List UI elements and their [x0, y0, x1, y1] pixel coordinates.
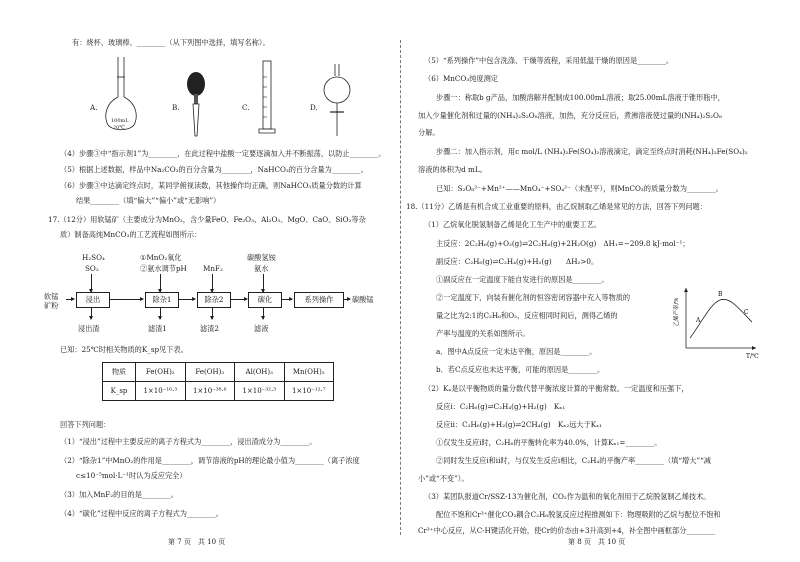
step2-line-2: 溶液的体积为d mL。 [418, 165, 487, 174]
q17-intro-1: 17.（12分）用软锰矿（主要成分为MnO₂，含少量FeO、Fe₂O₃、Al₂O₃、MgO、CaO、SiO₂等杂 [48, 215, 366, 224]
q18-part-2: （2）Kₓ是以平衡物质的量分数代替平衡浓度计算的平衡常数。一定温度和压强下， [424, 384, 689, 393]
step1-line-2: 加入少量催化剂和过量的(NH₄)₂S₂O₈溶液，加热，充分反应后，煮沸溶液使过量的(NH₄)₂S₂O₈ [418, 111, 722, 120]
ksp-head-ksp: K_sp [103, 382, 136, 401]
q18-2-sub2-cont: 小”或“不变”）。 [418, 474, 469, 483]
flow-box-series-operation: 系列操作 [294, 292, 344, 308]
arrow-into-purify2 [212, 274, 213, 292]
arrow-into-leach [91, 274, 92, 292]
q18-2-sub1: ①仅发生反应i时，C₂H₆的平衡转化率为40.0%，计算Kₓ₁=________。 [436, 438, 662, 447]
apparatus-d-letter: D. [310, 103, 318, 112]
waste-leach-residue: 浸出渣 [78, 324, 100, 333]
reagent-mno2-oxidation: ①MnO₂氧化 [140, 253, 182, 262]
arrow-feed [66, 299, 74, 300]
ksp-value-row [103, 382, 334, 401]
arrow-residue2 [212, 307, 213, 319]
flow-box-purify1: 除杂1 [145, 292, 179, 308]
reaction-i: 反应i：C₂H₆(g)⇌C₂H₄(g)+H₂(g) Kₓ₁ [436, 402, 566, 411]
waste-residue2: 滤渣2 [200, 324, 219, 333]
q17-part-1: （1）“浸出”过程中主要反应的离子方程式为________，浸出渣成分为________。 [60, 437, 317, 446]
q17-part-5: （5）“系列操作”中包含洗涤、干燥等流程，采用低温干燥的原因是________。 [424, 56, 674, 65]
graduated-cylinder-icon [258, 57, 276, 139]
chart-point-c: C [744, 309, 749, 316]
page-footer-right: 第 8 页 共 10 页 [568, 538, 626, 546]
q18-1-sub1: ①副反应在一定温度下能自发进行的原因是________。 [436, 275, 609, 284]
q17-part-3: （3）加入MnF₂的目的是________。 [60, 490, 178, 499]
ksp-value-cell: 1×10⁻³²·³ [235, 382, 285, 401]
q16-line-6: （6）步骤③中达滴定终点时，某同学俯视读数，其他操作均正确，则NaHCO₃质量分数的计算 [60, 181, 362, 190]
q18-3-line3: Cr³⁺中心反应，从C-H键活化开始，使Cr的价态由+3升高到+4，补全图中画框部分________ [418, 526, 716, 535]
arrow-purify1-to-purify2 [178, 299, 195, 300]
reagent-ammonia-ph: ②氨水调节pH [140, 264, 187, 273]
chart-xlabel: T/℃ [746, 353, 759, 360]
reagent-ammonium-bicarbonate: 碳酸氢铵 [247, 253, 276, 262]
apparatus-c-letter: C. [242, 103, 250, 112]
ksp-note: 已知：25℃时相关物质的K_sp见下表。 [60, 345, 188, 354]
waste-residue1: 滤渣1 [148, 324, 167, 333]
dropper-icon [186, 70, 206, 140]
separatory-funnel-icon [322, 62, 352, 140]
reagent-aqueous-ammonia: 氨水 [254, 264, 269, 273]
arrow-purify2-to-carbonize [230, 299, 247, 300]
q18-1-a: a．图中A点反应一定未达平衡，原因是________。 [436, 347, 597, 356]
main-reaction: 主反应：2C₂H₆(g)+O₂(g)⇌2C₂H₄(g)+2H₂O(g) ΔH₁=−209.8 kJ·mol⁻¹； [436, 239, 690, 248]
arrow-carbonize-to-series [281, 299, 292, 300]
reagent-h2so4: H₂SO₄ [82, 253, 105, 262]
ksp-value-cell: 1×10⁻³⁸·⁶ [185, 382, 235, 401]
q18-intro: 18.（11分）乙烯是有机合成工业重要的原料，由乙烷制取乙烯是常见的方法，回答下列问题： [406, 202, 707, 211]
apparatus-b-letter: B. [172, 103, 180, 112]
flow-box-leach: 浸出 [76, 292, 110, 308]
reaction-ii: 反应ii：C₂H₆(g)+H₂(g)⇌2CH₄(g) Kₓ₂远大于Kₓ₁ [436, 420, 603, 429]
page-footer-left: 第 7 页 共 10 页 [168, 538, 226, 546]
right-page [400, 0, 800, 562]
flow-box-carbonize: 碳化 [248, 292, 282, 308]
arrow-into-carbonize [263, 274, 264, 292]
ksp-value-cell: 1×10⁻¹⁶·³ [136, 382, 186, 401]
waste-filtrate: 滤液 [254, 324, 269, 333]
arrow-leach-to-purify1 [109, 299, 143, 300]
apparatus-a-letter: A. [90, 103, 98, 112]
q17-answer-prompt: 回答下列问题： [60, 420, 111, 429]
arrow-to-product [343, 299, 350, 300]
ethylene-yield-chart [672, 282, 762, 360]
flow-box-purify2: 除杂2 [197, 292, 231, 308]
chart-point-b: B [718, 291, 723, 298]
step1-line-3: 分解。 [418, 128, 440, 137]
flow-product: 碳酸锰 [352, 295, 374, 304]
chart-ylabel: 乙烯产率/% [674, 297, 680, 327]
ksp-value-cell: 1×10⁻¹²·⁷ [284, 382, 334, 401]
q18-part-3: （3）某团队报道Cr/SSZ-13为催化剂，CO₂作为温和的氧化剂用于乙烷脱氢制乙烯技术。 [424, 492, 711, 501]
side-reaction: 副反应：C₂H₆(g)⇌C₂H₄(g)+H₂(g) ΔH₂>0。 [436, 257, 599, 266]
ksp-table [102, 362, 334, 401]
q18-1-sub2-line2: 量之比为2:1的C₂H₆和O₂，反应相同时间后，测得乙烯的 [436, 311, 618, 320]
q18-3-line2: 配位不饱和Cr³⁺催化CO₂耦合C₂H₆脱氢反应过程推测如下：物理吸附的乙烷与配位不饱和 [436, 510, 721, 519]
step1-line-1: 步骤一：称取b g产品，加酸溶解并配制成100.00mL溶液；取25.00mL溶液于锥形瓶中， [436, 93, 725, 102]
ksp-head-col: Fe(OH)₂ [136, 363, 186, 382]
step2-line-1: 步骤二：加入指示剂，用c mol/L (NH₄)₂Fe(SO₄)₂溶液滴定，滴定至终点时消耗(NH₄)₂Fe(SO₄)₂ [436, 147, 748, 156]
q18-part-1: （1）乙烷氧化脱氢制备乙烯是化工生产中的重要工艺。 [424, 220, 602, 229]
q16-line-4: （4）步骤③中“指示剂1”为________，在此过程中盐酸一定要逐滴加入并不断振荡，以防止________。 [60, 149, 386, 158]
q17-part-4: （4）“碳化”过程中反应的离子方程式为________。 [60, 509, 223, 518]
arrow-into-purify1 [160, 274, 161, 292]
arrow-residue1 [160, 307, 161, 319]
given-equation: 已知：S₂O₈²⁻+Mn²⁺——MnO₄⁻+SO₄²⁻（未配平），则MnCO₃的质量分数为________。 [436, 184, 723, 193]
q17-part-2: （2）“除杂1”中MnO₂的作用是________，调节溶液的pH的理论最小值为________（离子浓度 [60, 456, 360, 465]
ksp-head-col: Mn(OH)₂ [284, 363, 334, 382]
q17-intro-2: 质）制备高纯MnCO₃的工艺流程如图所示： [60, 230, 202, 239]
reagent-mnf2: MnF₂ [203, 264, 223, 273]
feed-ore-powder: 软锰 矿粉 [44, 292, 59, 310]
chart-point-a: A [696, 317, 701, 324]
q16-line-5: （5）根据上述数据，样品中Na₂CO₃的百分含量为________，NaHCO₃的百分含量为________。 [60, 165, 368, 174]
apparatus-question-line: 有：烧杯、玻璃棒、________（从下列图中选择，填写名称）。 [72, 38, 270, 47]
q17-part-2-cont: c≤10⁻⁵mol·L⁻¹时认为反应完全） [76, 471, 187, 480]
ksp-header-row [103, 363, 334, 382]
q18-1-b: b．若C点反应也未达平衡，可能的原因是________。 [436, 365, 605, 374]
q18-1-sub2-line3: 产率与温度的关系如图所示。 [436, 329, 530, 338]
arrow-filtrate [263, 307, 264, 319]
flask-temp-label: 20℃ [113, 125, 125, 131]
flask-volume-label: 100mL [111, 118, 129, 124]
ksp-head-col: Fe(OH)₃ [185, 363, 235, 382]
ksp-head-col: Al(OH)₃ [235, 363, 285, 382]
arrow-leach-residue [91, 307, 92, 319]
reagent-so2: SO₂ [85, 264, 99, 273]
q18-2-sub2: ②同时发生反应i和ii时，与仅发生反应i相比，C₂H₄的平衡产率________（填“增大”“减 [436, 456, 711, 465]
q18-1-sub2-line1: ②一定温度下，向装有催化剂的恒容密闭容器中充入等物质的 [436, 293, 631, 302]
q17-part-6: （6）MnCO₃纯度测定 [424, 74, 498, 83]
q16-line-6-cont: 结果________（填“偏大”“偏小”或“无影响”） [76, 196, 221, 205]
ksp-head-substance: 物质 [103, 363, 136, 382]
